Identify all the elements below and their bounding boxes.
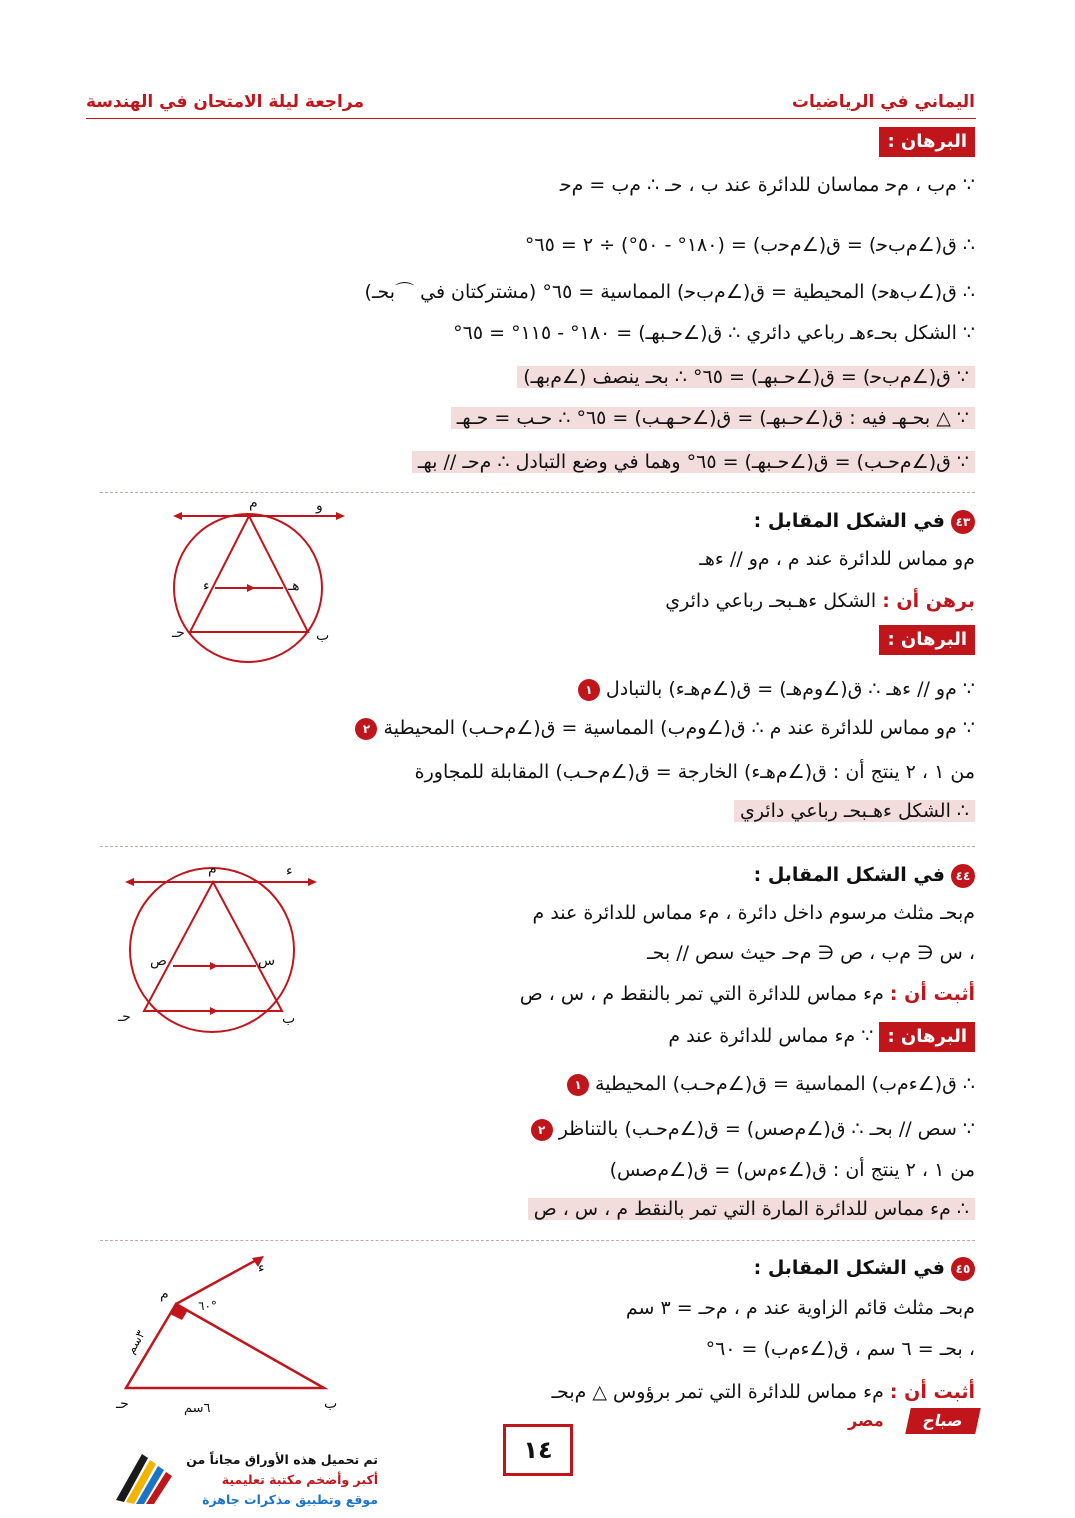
label-b: ب (282, 1011, 296, 1027)
label-d: ء (286, 863, 293, 879)
page-number: ١٤ (503, 1424, 573, 1476)
tangent-ray (176, 1258, 260, 1304)
label-b: ب (316, 628, 330, 644)
proof-label-prev: البرهان : (879, 126, 975, 157)
prev-proof-line: ∵ △ بحـهـ فيه : ق(∠حـبهـ) = ق(∠حـهـب) = ٦٥° ∴ حـب = حـهـ (451, 403, 975, 433)
label-w: و (316, 498, 323, 514)
header-author-title: اليماني في الرياضيات (791, 92, 975, 112)
arrowhead-icon (173, 512, 182, 520)
circle-outline (130, 868, 294, 1032)
label-s: س (258, 953, 276, 969)
brand-logo (848, 1408, 978, 1436)
prev-proof-line: ∴ ق(∠ﺏﻫﺣ) المحيطية = ق(∠ﻡﺏﺣ) المماسية = ٦٥° (مشتركتان في ⌒بحـ) (364, 281, 975, 303)
prev-proof-line: ∵ الشكل بحـءهـ رباعي دائري ∴ ق(∠حـبهـ) = ١٨٠° - ١١٥° = ٦٥° (453, 322, 975, 344)
q44-proof-first: البرهان : ∵ ﻡء مماس للدائرة عند ﻡ (668, 1021, 975, 1052)
q44-prove: أثبت أن : ﻡء مماس للدائرة التي تمر بالنقط ﻡ ، س ، ص (519, 983, 975, 1005)
parallel-arrow-icon (210, 962, 218, 970)
q43-proof-line: ∵ ﻡو // ءهـ ∴ ق(∠وﻡهـ) = ق(∠ﻡهـء) بالتبادل ١ (578, 674, 975, 704)
prev-proof-line: ∵ ق(∠ﻡﺏﺣ) = ق(∠حـبهـ) = ٦٥° ∴ بحـ ينصف (∠ﻡبهـ) (517, 362, 975, 392)
right-angle-marker (170, 1304, 188, 1320)
q45-prove: أثبت أن : ﻡء مماس للدائرة التي تمر برؤوس △ ﻡبحـ (551, 1381, 975, 1403)
label-a: ﻡ (160, 1286, 169, 1302)
section-separator (100, 846, 975, 847)
label-a: ﻡ (249, 495, 258, 511)
side-ac-label: ٣سم (123, 1327, 148, 1357)
prev-proof-line: ∵ ق(∠ﻡحـب) = ق(∠حـبهـ) = ٦٥° وهما في وضع التبادل ∴ ﻡحـ // بهـ (412, 447, 975, 477)
proof-label-q43: البرهان : (879, 624, 975, 655)
triangle (144, 882, 282, 1011)
parallel-arrow-icon (247, 584, 255, 592)
header-rule (86, 118, 976, 119)
books-logo-icon (112, 1448, 178, 1506)
q44-given-1: ﻡبحـ مثلث مرسوم داخل دائرة ، ﻡء مماس للدائرة عند ﻡ (532, 902, 975, 924)
side-bc-label: ٦سم (184, 1401, 211, 1416)
q43-proof-line: من ١ ، ٢ ينتج أن : ق(∠ﻡهـء) الخارجة = ق(∠ﻡحـب) المقابلة للمجاورة (414, 761, 975, 783)
q43-prove: برهن أن : الشكل ءهـبحـ رباعي دائري (665, 590, 975, 612)
q44-heading: ٤٤في الشكل المقابل : (754, 860, 975, 890)
q43-heading: ٤٣في الشكل المقابل : (754, 506, 975, 536)
parallel-arrow-icon (210, 1007, 218, 1015)
arrowhead-icon (125, 878, 134, 886)
triangle (190, 516, 308, 632)
label-h: هـ (288, 578, 300, 594)
label-a: ﻡ (208, 861, 217, 877)
q45-figure (112, 1248, 342, 1423)
label-c: حـ (116, 1396, 129, 1412)
q44-proof-conclusion: ∴ ﻡء مماس للدائرة المارة التي تمر بالنقط ﻡ ، س ، ص (528, 1194, 975, 1224)
q45-heading: ٤٥في الشكل المقابل : (754, 1253, 975, 1283)
prev-proof-line: ∵ ‎ﻡﺏ ، ﻡﺣ مماسان للدائرة عند ب ، حـ ∴ ﻡﺏ = ﻡﺣ (559, 174, 975, 196)
q44-proof-line: ∵ سص // بحـ ∴ ق(∠ﻡصس) = ق(∠ﻡحـب) بالتناظر ٢ (531, 1114, 975, 1144)
q45-given-1: ﻡبحـ مثلث قائم الزاوية عند ﻡ ، ﻡحـ = ٣ سم (625, 1297, 975, 1319)
arrowhead-icon (308, 878, 317, 886)
label-p: ص (150, 953, 167, 969)
right-triangle (126, 1304, 324, 1388)
arrowhead-icon (336, 512, 345, 520)
label-c: حـ (118, 1009, 131, 1025)
q44-proof-line: من ١ ، ٢ ينتج أن : ق(∠ءﻡس) = ق(∠ﻡصس) (609, 1159, 975, 1181)
promo-line-1: تم تحميل هذه الأوراق مجاناً من (186, 1452, 378, 1467)
q43-proof-conclusion: ∴ الشكل ءهـبحـ رباعي دائري (734, 796, 975, 826)
header-subject-title: مراجعة ليلة الامتحان في الهندسة (86, 92, 364, 112)
section-separator (100, 492, 975, 493)
q45-given-2: ، بحـ = ٦ سم ، ق(∠ءﻡب) = ٦٠° (705, 1338, 975, 1360)
q44-proof-line: ∴ ق(∠ءﻡب) المماسية = ق(∠ﻡحـب) المحيطية ١ (567, 1069, 975, 1099)
label-d: ء (203, 578, 210, 594)
q44-figure (116, 855, 321, 1035)
promo-line-3: موقع وتطبيق مذكرات جاهزة (202, 1492, 378, 1507)
promo-line-2: أكبر وأضخم مكتبة تعليمية (221, 1472, 378, 1487)
label-d: ء (258, 1260, 265, 1276)
q43-figure (170, 494, 350, 666)
brand-word-primary: صباح (905, 1408, 981, 1434)
brand-word-secondary: مصر (848, 1411, 884, 1430)
label-c: حـ (172, 625, 185, 641)
q44-given-2: ، س ∈ ﻡب ، ص ∈ ﻡحـ حيث سص // بحـ (647, 942, 975, 964)
q43-given: ﻡو مماس للدائرة عند ﻡ ، ﻡو // ءهـ (699, 548, 975, 570)
angle-label: ٦٠° (198, 1299, 217, 1313)
q43-proof-line: ∵ ﻡو مماس للدائرة عند ﻡ ∴ ق(∠وﻡب) المماسية = ق(∠ﻡحـب) المحيطية ٢ (355, 713, 975, 743)
section-separator (100, 1240, 975, 1241)
label-b: ب (324, 1396, 338, 1412)
prev-proof-line: ∴ ق(∠ﻡﺏﺣ) = ق(∠ﻡﺣﺏ) = (١٨٠° - ٥٠°) ÷ ٢ = ٦٥° (524, 234, 975, 256)
